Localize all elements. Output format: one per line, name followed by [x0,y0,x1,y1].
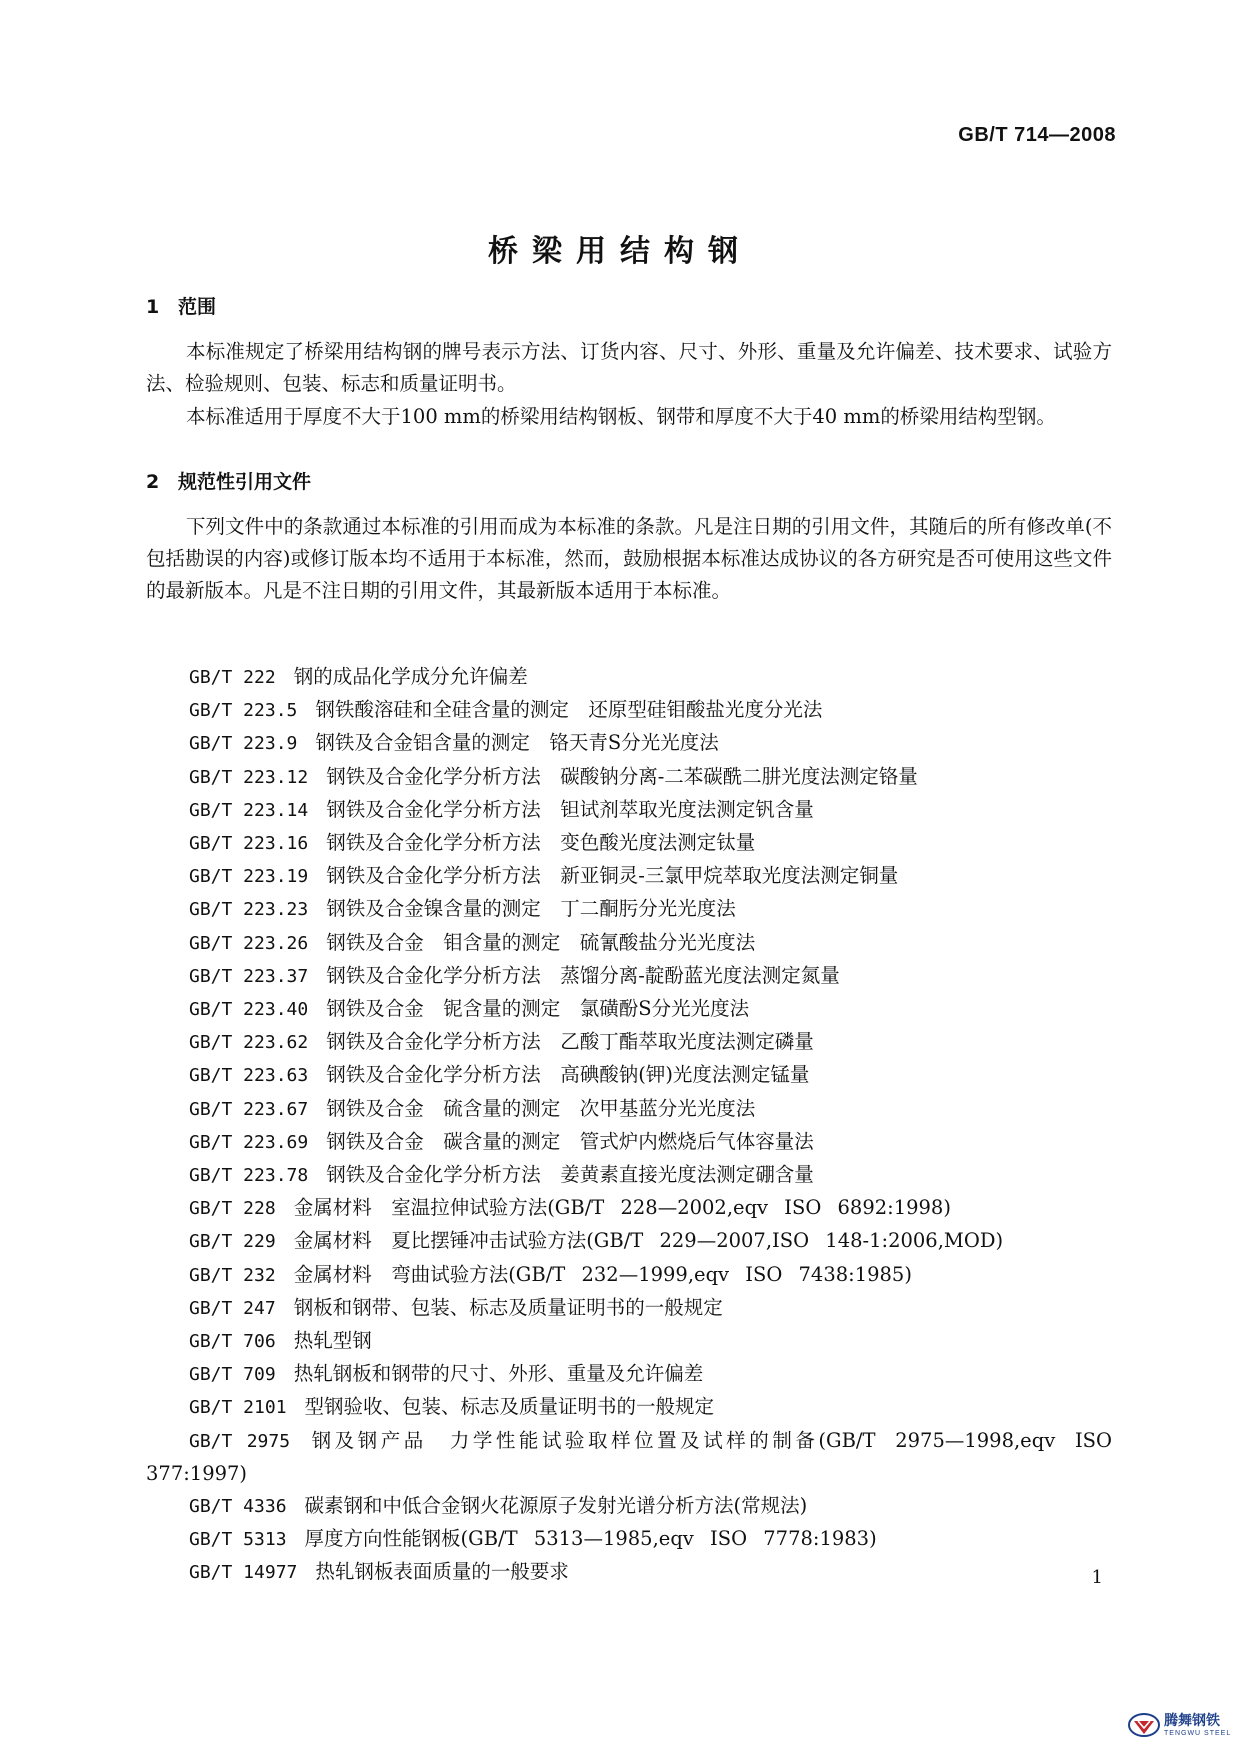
reference-code: GB/T 5313 [189,1529,287,1551]
reference-item [146,927,1112,960]
reference-code: GB/T 223.78 [189,1165,309,1187]
reference-title: 钢板和钢带、包装、标志及质量证明书的一般规定 [293,1295,723,1319]
reference-code: GB/T 223.26 [189,932,309,954]
reference-item [146,1425,1112,1490]
reference-code: GB/T 223.37 [189,965,309,987]
section-heading-scope [146,292,216,319]
reference-item [146,1093,1112,1126]
reference-title: 热轧型钢 [293,1329,372,1353]
reference-title: 型钢验收、包装、标志及质量证明书的一般规定 [304,1395,715,1419]
section-number: 1 [146,296,160,318]
reference-code: GB/T 223.12 [189,766,309,788]
section-heading-normative-references [146,467,311,494]
reference-item [146,893,1112,926]
reference-code: GB/T 232 [189,1264,276,1286]
reference-item [146,661,1112,694]
reference-item [146,960,1112,993]
reference-title: 钢及钢产品 力学性能试验取样位置及试样的制备(GB/T 2975—1998,eqv ISO 377:1997) [146,1428,1112,1485]
reference-code: GB/T 223.62 [189,1032,309,1054]
reference-title: 钢铁及合金 铌含量的测定 氯磺酚S分光光度法 [326,997,750,1021]
tengwu-steel-logo-icon [1128,1712,1160,1738]
reference-item [146,1490,1112,1523]
reference-item [146,1026,1112,1059]
reference-code: GB/T 14977 [189,1562,298,1584]
logo-name-en: TENGWU STEEL [1164,1729,1232,1737]
reference-item [146,1325,1112,1358]
reference-title: 金属材料 夏比摆锤冲击试验方法(GB/T 229—2007,ISO 148-1:2006,MOD) [293,1229,1004,1253]
reference-title: 钢铁及合金化学分析方法 新亚铜灵-三氯甲烷萃取光度法测定铜量 [326,864,899,888]
reference-list [146,661,1112,1590]
scope-paragraph: 本标准适用于厚度不大于100 mm的桥梁用结构钢板、钢带和厚度不大于40 mm的桥梁用结构型钢。 [186,405,1056,428]
reference-item [146,1159,1112,1192]
reference-item [146,860,1112,893]
reference-item [146,694,1112,727]
reference-title: 钢铁酸溶硅和全硅含量的测定 还原型硅钼酸盐光度分光法 [315,698,823,722]
reference-title: 金属材料 室温拉伸试验方法(GB/T 228—2002,eqv ISO 6892:1998) [293,1196,951,1220]
standard-code: GB/T 714—2008 [958,124,1116,146]
reference-title: 钢铁及合金化学分析方法 高碘酸钠(钾)光度法测定锰量 [326,1063,810,1087]
reference-title: 钢铁及合金 钼含量的测定 硫氰酸盐分光光度法 [326,930,756,954]
section-title: 范围 [178,296,217,318]
reference-code: GB/T 229 [189,1231,276,1253]
section-title: 规范性引用文件 [178,471,312,493]
reference-code: GB/T 223.67 [189,1098,309,1120]
logo-name-cn: 腾舞钢铁 [1164,1712,1220,1729]
references-intro-paragraph: 下列文件中的条款通过本标准的引用而成为本标准的条款。凡是注日期的引用文件，其随后的所有修改单(不包括勘误的内容)或修订版本均不适用于本标准，然而，鼓励根据本标准达成协议的各方研究是否可使用这些文件的最新版本。凡是不注日期的引用文件，其最新版本适用于本标准。 [146,515,1112,602]
reference-item [146,1523,1112,1556]
reference-code: GB/T 706 [189,1331,276,1353]
reference-code: GB/T 223.63 [189,1065,309,1087]
reference-title: 钢铁及合金化学分析方法 乙酸丁酯萃取光度法测定磷量 [326,1030,814,1054]
reference-item [146,1192,1112,1225]
reference-title: 钢铁及合金化学分析方法 碳酸钠分离-二苯碳酰二肼光度法测定铬量 [326,764,918,788]
reference-title: 钢铁及合金化学分析方法 姜黄素直接光度法测定硼含量 [326,1163,814,1187]
reference-item [146,761,1112,794]
scope-paragraph: 本标准规定了桥梁用结构钢的牌号表示方法、订货内容、尺寸、外形、重量及允许偏差、技术要求、试验方法、检验规则、包装、标志和质量证明书。 [146,340,1112,395]
reference-code: GB/T 223.23 [189,899,309,921]
reference-title: 钢铁及合金 碳含量的测定 管式炉内燃烧后气体容量法 [326,1129,814,1153]
reference-title: 金属材料 弯曲试验方法(GB/T 232—1999,eqv ISO 7438:1985) [293,1262,912,1286]
reference-title: 热轧钢板表面质量的一般要求 [315,1560,569,1584]
reference-item [146,827,1112,860]
reference-item [146,1259,1112,1292]
reference-item [146,1358,1112,1391]
reference-item [146,1059,1112,1092]
reference-code: GB/T 223.5 [189,700,298,722]
reference-title: 厚度方向性能钢板(GB/T 5313—1985,eqv ISO 7778:1983) [304,1527,877,1551]
reference-title: 钢铁及合金化学分析方法 钽试剂萃取光度法测定钒含量 [326,797,814,821]
reference-code: GB/T 223.14 [189,799,309,821]
document-title: 桥梁用结构钢 [488,234,752,269]
reference-code: GB/T 223.16 [189,833,309,855]
reference-code: GB/T 2101 [189,1397,287,1419]
section-number: 2 [146,471,160,493]
reference-title: 钢的成品化学成分允许偏差 [293,665,528,688]
reference-code: GB/T 223.19 [189,866,309,888]
reference-code: GB/T 247 [189,1297,276,1319]
reference-code: GB/T 4336 [189,1496,287,1518]
reference-code: GB/T 228 [189,1198,276,1220]
reference-item [146,794,1112,827]
reference-title: 碳素钢和中低合金钢火花源原子发射光谱分析方法(常规法) [304,1494,808,1518]
page-number: 1 [1091,1567,1103,1588]
reference-code: GB/T 2975 [189,1430,291,1452]
reference-item [146,1556,1112,1589]
reference-code: GB/T 223.40 [189,999,309,1021]
reference-code: GB/T 709 [189,1364,276,1386]
reference-code: GB/T 223.9 [189,733,298,755]
reference-title: 钢铁及合金镍含量的测定 丁二酮肟分光光度法 [326,897,736,921]
reference-item [146,727,1112,760]
reference-title: 钢铁及合金化学分析方法 变色酸光度法测定钛量 [326,831,756,855]
reference-title: 钢铁及合金 硫含量的测定 次甲基蓝分光光度法 [326,1096,756,1120]
reference-item [146,1292,1112,1325]
watermark-logo [1128,1712,1231,1738]
reference-item [146,1225,1112,1258]
reference-code: GB/T 222 [189,667,276,688]
reference-title: 热轧钢板和钢带的尺寸、外形、重量及允许偏差 [293,1362,704,1386]
reference-title: 钢铁及合金化学分析方法 蒸馏分离-靛酚蓝光度法测定氮量 [326,963,840,987]
reference-title: 钢铁及合金铝含量的测定 铬天青S分光光度法 [315,731,719,755]
reference-item [146,1126,1112,1159]
reference-code: GB/T 223.69 [189,1131,309,1153]
reference-item [146,1391,1112,1424]
reference-item [146,993,1112,1026]
